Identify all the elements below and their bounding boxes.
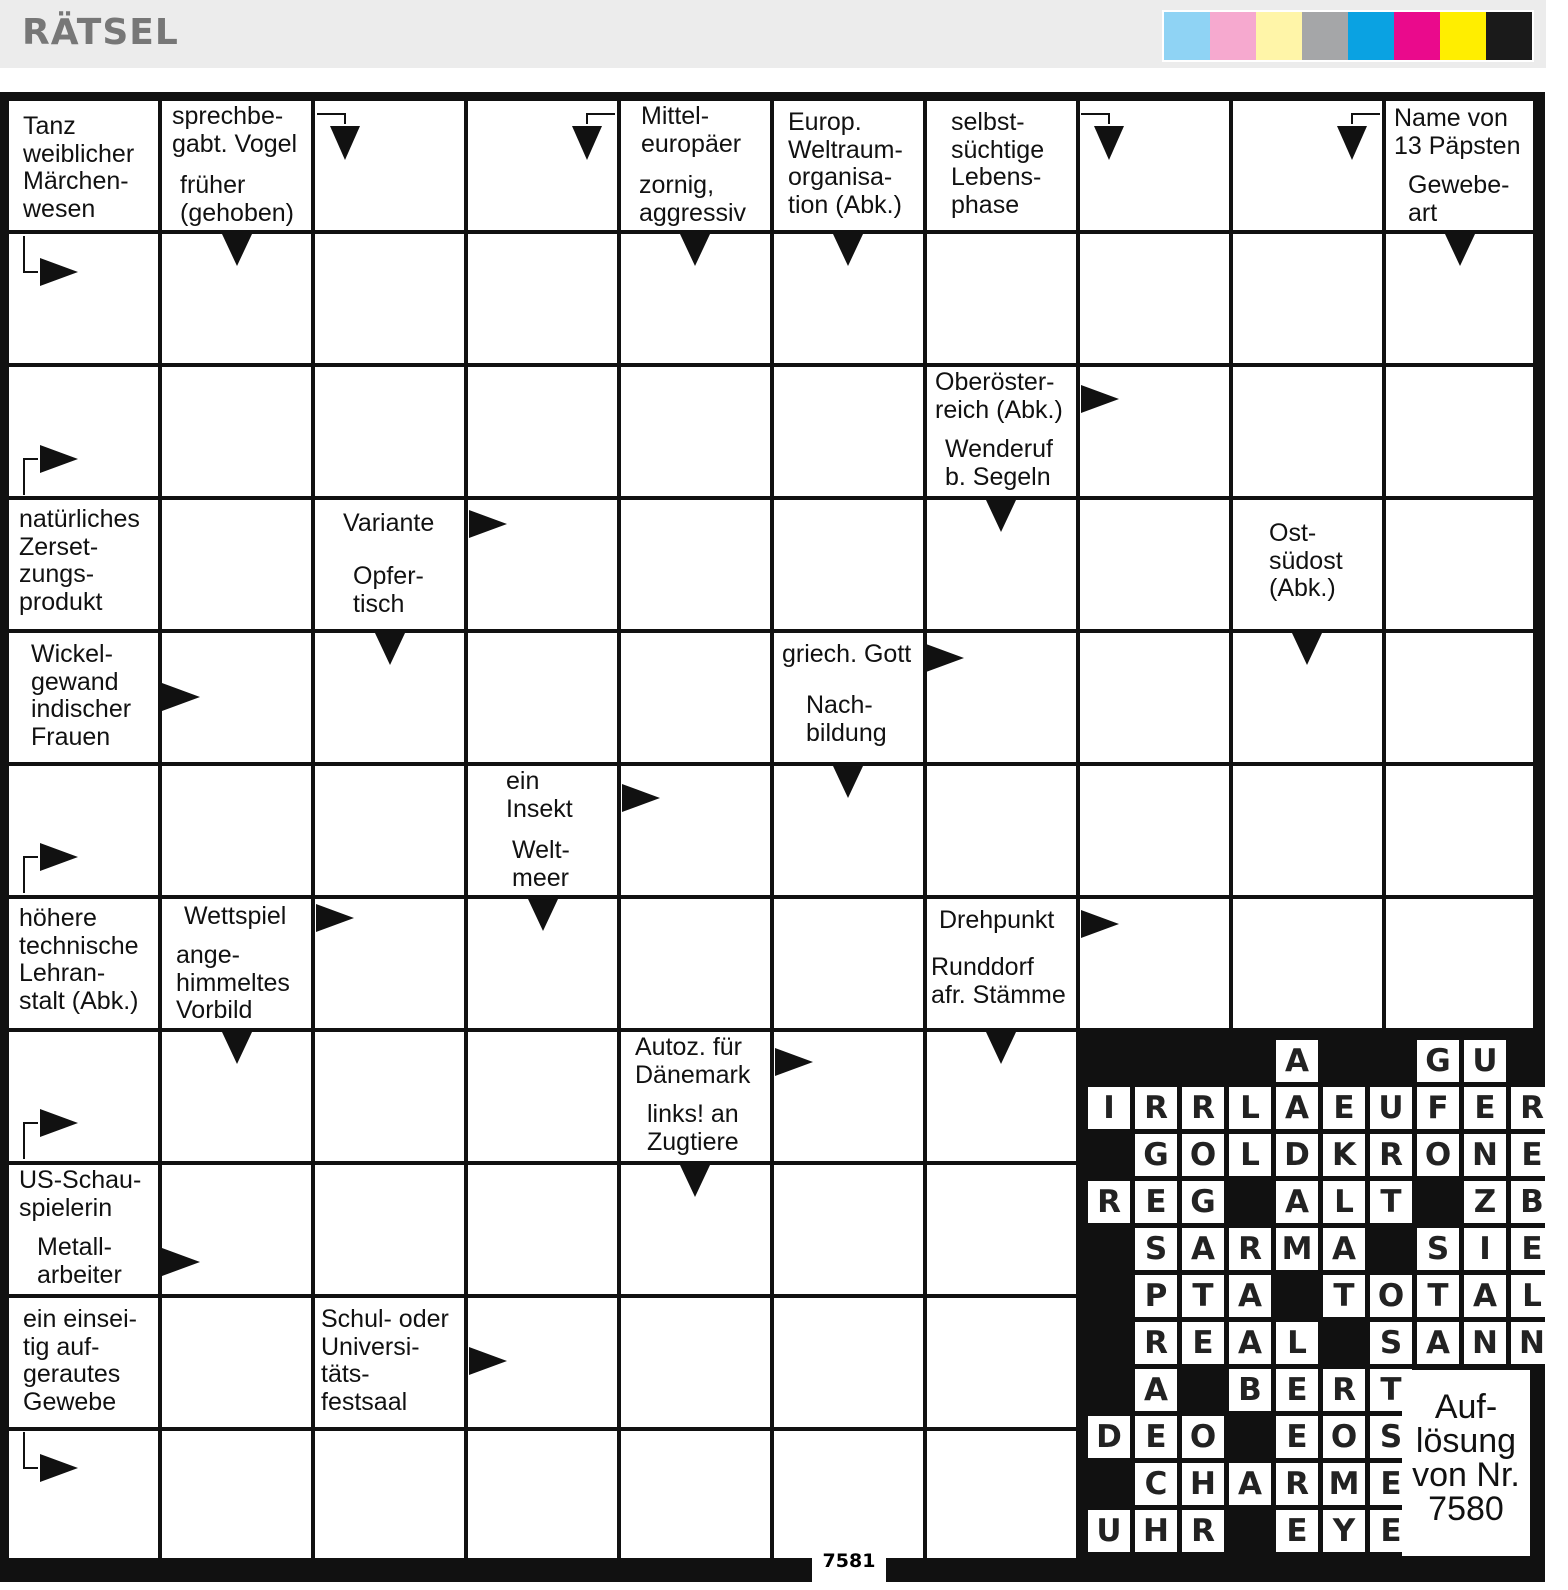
solution-letter: A — [1229, 1275, 1271, 1317]
arrow-right-icon — [40, 843, 78, 871]
clue-text: Name von 13 Päpsten — [1394, 104, 1521, 160]
clue-text: Mittel- europäer — [641, 102, 742, 158]
arrow-down-icon — [528, 899, 558, 931]
arrow-down-icon — [222, 234, 252, 266]
solution-label: Auf- lösung von Nr. 7580 — [1402, 1370, 1530, 1556]
clue-text: Europ. Weltraum- organisa- tion (Abk.) — [788, 108, 903, 219]
puzzle-number: 7581 — [812, 1548, 886, 1590]
clue-text: Nach- bildung — [806, 691, 887, 747]
solution-letter: L — [1276, 1322, 1318, 1364]
bend-line — [587, 114, 615, 124]
solution-letter: S — [1370, 1416, 1412, 1458]
arrow-down-icon — [572, 126, 602, 160]
solution-letter: R — [1135, 1322, 1177, 1364]
clue-text: zornig, aggressiv — [639, 171, 746, 227]
solution-letter: E — [1276, 1416, 1318, 1458]
solution-letter: E — [1276, 1369, 1318, 1411]
solution-letter: I — [1464, 1228, 1506, 1270]
color-swatch — [1394, 12, 1440, 60]
solution-letter: O — [1370, 1275, 1412, 1317]
solution-letter: T — [1370, 1369, 1412, 1411]
clue-text: früher (gehoben) — [180, 171, 294, 227]
solution-letter: D — [1276, 1134, 1318, 1176]
solution-letter: A — [1464, 1275, 1506, 1317]
solution-letter: R — [1088, 1181, 1130, 1223]
clue-text: Wenderuf b. Segeln — [945, 435, 1053, 491]
solution-letter: B — [1229, 1369, 1271, 1411]
arrow-down-icon — [1445, 234, 1475, 266]
solution-letter: E — [1511, 1228, 1553, 1270]
solution-letter: N — [1464, 1322, 1506, 1364]
solution-letter: A — [1417, 1322, 1459, 1364]
arrow-right-icon — [926, 644, 964, 672]
clue-text: natürliches Zerset- zungs- produkt — [19, 505, 140, 616]
solution-letter: E — [1182, 1322, 1224, 1364]
arrow-right-icon — [1081, 910, 1119, 938]
solution-letter: R — [1182, 1087, 1224, 1129]
clue-text: Gewebe- art — [1408, 171, 1510, 227]
clue-text: sprechbe- gabt. Vogel — [172, 102, 298, 158]
clue-text: ein einsei- tig auf- gerautes Gewebe — [23, 1305, 137, 1416]
bend-line — [24, 1432, 38, 1468]
solution-letter: M — [1323, 1463, 1365, 1505]
arrow-down-icon — [680, 234, 710, 266]
color-swatch — [1440, 12, 1486, 60]
solution-letter: G — [1135, 1134, 1177, 1176]
arrow-right-icon — [622, 784, 660, 812]
clue-text: Schul- oder Universi- täts- festsaal — [321, 1305, 449, 1416]
solution-letter: U — [1370, 1087, 1412, 1129]
solution-letter: I — [1088, 1087, 1130, 1129]
solution-letter: R — [1276, 1463, 1318, 1505]
arrow-right-icon — [40, 1109, 78, 1137]
solution-letter: E — [1370, 1463, 1412, 1505]
solution-letter: L — [1323, 1181, 1365, 1223]
arrow-down-icon — [680, 1165, 710, 1197]
arrow-down-icon — [986, 1032, 1016, 1064]
solution-letter: R — [1135, 1087, 1177, 1129]
solution-letter: Z — [1464, 1181, 1506, 1223]
clue-text: Ost- südost (Abk.) — [1269, 519, 1343, 602]
crossword-grid — [0, 92, 1545, 1582]
arrow-down-icon — [222, 1032, 252, 1064]
arrow-right-icon — [1081, 385, 1119, 413]
clue-text: Wettspiel — [184, 902, 287, 930]
solution-letter: E — [1370, 1510, 1412, 1552]
solution-letter: Y — [1323, 1510, 1365, 1552]
page-title: RÄTSEL — [22, 12, 179, 53]
solution-letter: U — [1088, 1510, 1130, 1552]
solution-letter: T — [1417, 1275, 1459, 1317]
bend-line — [24, 857, 38, 893]
solution-letter: H — [1182, 1463, 1224, 1505]
arrow-down-icon — [833, 234, 863, 266]
arrow-right-icon — [469, 510, 507, 538]
arrow-right-icon — [40, 1454, 78, 1482]
solution-letter: M — [1276, 1228, 1318, 1270]
solution-letter: S — [1370, 1322, 1412, 1364]
color-swatch — [1302, 12, 1348, 60]
solution-letter: O — [1417, 1134, 1459, 1176]
color-swatch — [1210, 12, 1256, 60]
arrow-right-icon — [775, 1048, 813, 1076]
solution-letter: O — [1182, 1416, 1224, 1458]
arrow-down-icon — [833, 766, 863, 798]
solution-letter: F — [1417, 1087, 1459, 1129]
clue-text: ein Insekt — [506, 767, 573, 823]
solution-letter: U — [1464, 1040, 1506, 1082]
solution-letter: L — [1229, 1087, 1271, 1129]
color-swatch — [1348, 12, 1394, 60]
solution-letter: A — [1229, 1463, 1271, 1505]
clue-text: selbst- süchtige Lebens- phase — [951, 108, 1045, 219]
bend-line — [317, 114, 345, 124]
solution-letter: N — [1511, 1322, 1553, 1364]
solution-letter: T — [1323, 1275, 1365, 1317]
bend-line — [1081, 114, 1109, 124]
solution-letter: A — [1276, 1087, 1318, 1129]
solution-letter: A — [1323, 1228, 1365, 1270]
solution-letter: R — [1323, 1369, 1365, 1411]
solution-letter: R — [1511, 1087, 1553, 1129]
clue-text: Drehpunkt — [939, 906, 1055, 934]
arrow-down-icon — [986, 500, 1016, 532]
solution-letter: A — [1182, 1228, 1224, 1270]
bend-line — [24, 1123, 38, 1159]
solution-letter: G — [1417, 1040, 1459, 1082]
solution-letter: E — [1276, 1510, 1318, 1552]
solution-letter: T — [1370, 1181, 1412, 1223]
arrow-right-icon — [162, 1248, 200, 1276]
bend-line — [1352, 114, 1380, 124]
solution-letter: D — [1088, 1416, 1130, 1458]
solution-letter: P — [1135, 1275, 1177, 1317]
solution-letter: E — [1464, 1087, 1506, 1129]
solution-letter: N — [1464, 1134, 1506, 1176]
solution-letter: O — [1182, 1134, 1224, 1176]
solution-letter: H — [1135, 1510, 1177, 1552]
solution-letter: E — [1323, 1087, 1365, 1129]
solution-letter: A — [1135, 1369, 1177, 1411]
color-swatches — [1162, 10, 1534, 62]
clue-text: Runddorf afr. Stämme — [931, 953, 1066, 1009]
solution-letter: E — [1511, 1134, 1553, 1176]
solution-letter: T — [1182, 1275, 1224, 1317]
clue-text: Wickel- gewand indischer Frauen — [31, 640, 132, 751]
solution-letter: B — [1511, 1181, 1553, 1223]
color-swatch — [1486, 12, 1532, 60]
arrow-right-icon — [40, 445, 78, 473]
arrow-right-icon — [316, 904, 354, 932]
clue-text: Autoz. für Dänemark — [635, 1033, 751, 1089]
solution-letter: G — [1182, 1181, 1224, 1223]
solution-letter: R — [1370, 1134, 1412, 1176]
clue-text: höhere technische Lehran- stalt (Abk.) — [19, 904, 139, 1015]
solution-letter: A — [1276, 1181, 1318, 1223]
arrow-down-icon — [1292, 633, 1322, 665]
solution-letter: R — [1182, 1510, 1224, 1552]
arrow-right-icon — [162, 683, 200, 711]
solution-letter: E — [1135, 1181, 1177, 1223]
arrow-down-icon — [1337, 126, 1367, 160]
clue-text: Welt- meer — [512, 836, 570, 892]
solution-letter: L — [1229, 1134, 1271, 1176]
solution-letter: S — [1417, 1228, 1459, 1270]
clue-text: Variante — [343, 509, 435, 537]
bend-line — [24, 459, 38, 495]
solution-letter: R — [1229, 1228, 1271, 1270]
solution-letter: L — [1511, 1275, 1553, 1317]
clue-text: links! an Zugtiere — [647, 1100, 739, 1156]
solution-letter: A — [1229, 1322, 1271, 1364]
clue-text: Tanz weiblicher Märchen- wesen — [23, 112, 135, 223]
arrow-down-icon — [330, 126, 360, 160]
solution-letter: O — [1323, 1416, 1365, 1458]
clue-text: US-Schau- spielerin — [19, 1166, 142, 1222]
solution-letter: K — [1323, 1134, 1365, 1176]
solution-letter: E — [1135, 1416, 1177, 1458]
arrow-right-icon — [469, 1347, 507, 1375]
header-bar — [0, 0, 1546, 68]
solution-letter: S — [1135, 1228, 1177, 1270]
clue-text: ange- himmeltes Vorbild — [176, 942, 290, 1024]
clue-text: griech. Gott — [782, 640, 912, 668]
arrow-right-icon — [40, 258, 78, 286]
bend-line — [24, 236, 38, 272]
solution-letter: C — [1135, 1463, 1177, 1505]
color-swatch — [1256, 12, 1302, 60]
clue-text: Metall- arbeiter — [37, 1233, 122, 1289]
clue-text: Opfer- tisch — [353, 562, 424, 618]
arrow-down-icon — [375, 633, 405, 665]
color-swatch — [1164, 12, 1210, 60]
solution-letter: A — [1276, 1040, 1318, 1082]
clue-text: Oberöster- reich (Abk.) — [935, 368, 1063, 424]
arrow-down-icon — [1094, 126, 1124, 160]
